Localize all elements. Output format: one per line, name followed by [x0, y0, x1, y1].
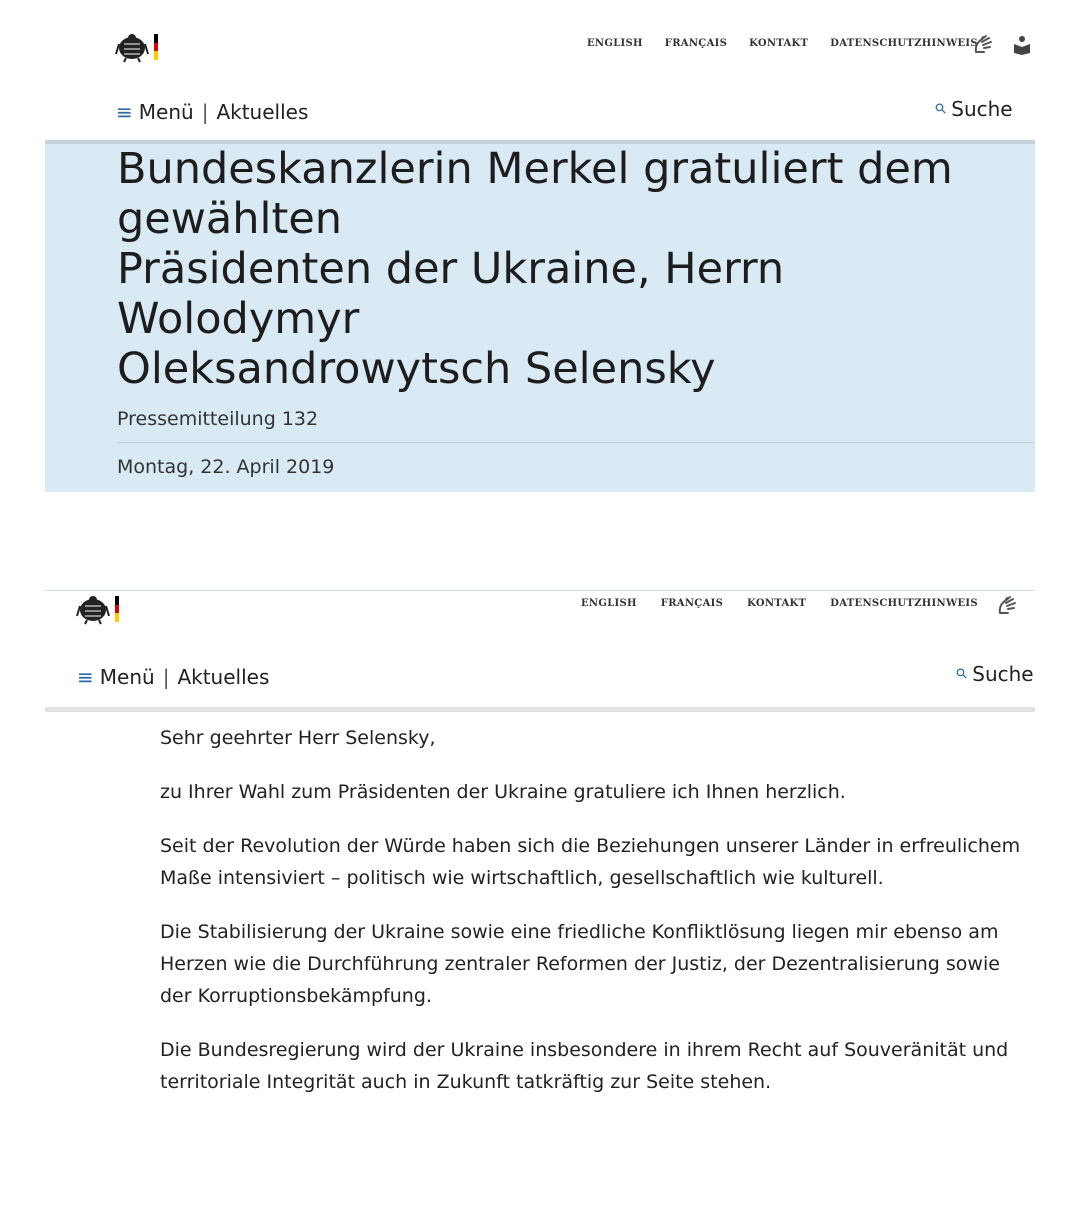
- federal-eagle-icon: [77, 594, 109, 624]
- search-button[interactable]: [952, 662, 1035, 686]
- menu-bar: [77, 665, 269, 689]
- german-flag-bar: [115, 596, 119, 622]
- search-label: Suche: [972, 662, 1034, 686]
- paragraph-2: Seit der Revolution der Würde haben sich die Beziehungen unserer Länder in erfreulichem Maße intensiviert – politisch wie wirtschaftlich, gesellschaftlich wie kulturell.: [160, 835, 1021, 889]
- sign-language-icon[interactable]: [972, 34, 994, 56]
- top-navigation: [581, 598, 978, 609]
- nav-kontakt[interactable]: KONTAKT: [747, 598, 807, 609]
- search-icon: ⚲: [952, 664, 972, 684]
- title-line-1: Bundeskanzlerin Merkel gratuliert dem: [117, 144, 953, 194]
- easy-language-icon[interactable]: [1012, 35, 1032, 55]
- nav-francais[interactable]: FRANÇAIS: [660, 598, 724, 609]
- separator: |: [162, 665, 170, 689]
- title-line-3: Präsidenten der Ukraine, Herrn Wolodymyr: [117, 244, 785, 344]
- meta-divider: [117, 442, 1035, 443]
- menu-button[interactable]: Menü: [99, 665, 155, 689]
- page-title: [117, 144, 1027, 394]
- screenshot-top-edge: [45, 590, 1035, 591]
- title-line-4: Oleksandrowytsch Selensky: [117, 344, 716, 394]
- federal-eagle-icon: [116, 32, 148, 62]
- publication-date: Montag, 22. April 2019: [117, 456, 335, 478]
- paragraph-3: Die Stabilisierung der Ukraine sowie eine friedliche Konfliktlösung liegen mir ebenso am Herzen wie die Durchführung zentraler Reformen der Justiz, der Dezentralisierung sowie der Korruptionsbekämpfung.: [160, 921, 1000, 1007]
- nav-datenschutz[interactable]: DATENSCHUTZHINWEIS: [830, 38, 978, 49]
- nav-english[interactable]: ENGLISH: [587, 38, 643, 49]
- nav-english[interactable]: ENGLISH: [581, 598, 637, 609]
- header-divider: [45, 707, 1035, 712]
- search-button[interactable]: [931, 97, 1013, 121]
- nav-kontakt[interactable]: KONTAKT: [749, 38, 809, 49]
- hamburger-icon[interactable]: ≡: [77, 665, 94, 689]
- menu-button[interactable]: Menü: [138, 100, 194, 124]
- article-header: [45, 140, 1035, 492]
- breadcrumb-aktuelles[interactable]: Aktuelles: [177, 665, 270, 689]
- title-line-2: gewählten: [117, 194, 343, 244]
- paragraph-4: Die Bundesregierung wird der Ukraine insbesondere in ihrem Recht auf Souveränität und territoriale Integrität auch in Zukunft tatkräftig zur Seite stehen.: [160, 1039, 1009, 1093]
- nav-francais[interactable]: FRANÇAIS: [664, 38, 728, 49]
- menu-bar: [116, 100, 308, 124]
- nav-datenschutz[interactable]: DATENSCHUTZHINWEIS: [830, 598, 978, 609]
- german-flag-bar: [154, 34, 158, 60]
- separator: |: [201, 100, 209, 124]
- breadcrumb-aktuelles[interactable]: Aktuelles: [216, 100, 309, 124]
- top-navigation: [587, 38, 978, 49]
- press-release-number: Pressemitteilung 132: [117, 408, 319, 430]
- paragraph-1: zu Ihrer Wahl zum Präsidenten der Ukraine gratuliere ich Ihnen herzlich.: [160, 781, 846, 803]
- government-logo[interactable]: [77, 594, 119, 624]
- government-logo[interactable]: [116, 32, 158, 62]
- letter-body: [160, 722, 1030, 1096]
- salutation: Sehr geehrter Herr Selensky,: [160, 727, 436, 749]
- hamburger-icon[interactable]: ≡: [116, 100, 133, 124]
- search-label: Suche: [951, 97, 1013, 121]
- search-icon: ⚲: [931, 99, 951, 119]
- sign-language-icon[interactable]: [996, 595, 1018, 617]
